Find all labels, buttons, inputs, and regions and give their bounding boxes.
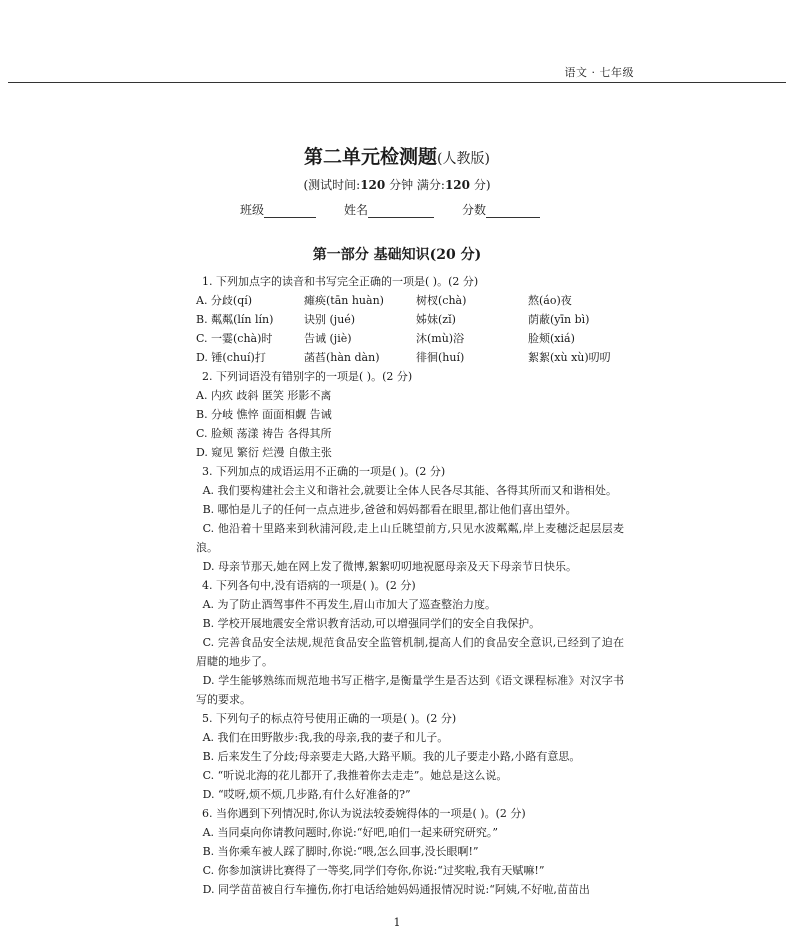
title-main: 第二单元检测题 <box>304 146 438 168</box>
q1-option-c: C. 一霎(chà)时 告诫 (jiè) 沐(mù)浴 脸颊(xiá) <box>196 332 575 345</box>
time-label: (测试时间: <box>303 178 361 192</box>
score-label: 分数 <box>462 203 487 217</box>
q3-option-d: D. 母亲节那天,她在网上发了微博,絮絮叨叨地祝愿母亲及天下母亲节日快乐。 <box>202 560 578 573</box>
q4-option-d: D. 学生能够熟练而规范地书写正楷字,是衡量学生是否达到《语文课程标准》对汉字书写的要求。 <box>196 674 624 706</box>
question-4-stem: 4. 下列各句中,没有语病的一项是( )。(2 分) <box>202 579 416 592</box>
section-title: 第一部分 基础知识(20 分) <box>312 247 482 263</box>
q4-option-b: B. 学校开展地震安全常识教育活动,可以增强同学们的安全自我保护。 <box>202 617 541 630</box>
q4-option-a: A. 为了防止酒驾事件不再发生,眉山市加大了巡查整治力度。 <box>202 598 497 611</box>
student-info-row <box>240 201 540 218</box>
q4-option-c: C. 完善食品安全法规,规范食品安全监管机制,提高人们的食品安全意识,已经到了迫在眉睫的地步了。 <box>196 636 624 668</box>
score-value: 120 <box>444 178 471 192</box>
page-number: 1 <box>393 916 401 929</box>
q5-option-d: D. “哎呀,烦不烦,几步路,有什么好准备的?” <box>202 788 411 801</box>
exam-meta <box>0 176 794 193</box>
header-subject-grade: 语文 · 七年级 <box>564 66 634 79</box>
class-field <box>240 201 316 218</box>
name-label: 姓名 <box>344 203 369 217</box>
q6-option-c: C. 你参加演讲比赛得了一等奖,同学们夸你,你说:“过奖啦,我有天赋嘛!” <box>202 864 545 877</box>
q6-option-a: A. 当同桌向你请教问题时,你说:“好吧,咱们一起来研究研究。” <box>202 826 498 839</box>
q1-option-a: A. 分歧(qí) 瘫痪(tān huàn) 树杈(chà) 熬(áo)夜 <box>196 294 572 307</box>
header-divider <box>8 82 786 83</box>
time-unit: 分钟 满分: <box>385 178 445 192</box>
page-title <box>0 142 794 169</box>
q5-option-a: A. 我们在田野散步:我,我的母亲,我的妻子和儿子。 <box>202 731 449 744</box>
q5-option-c: C. “听说北海的花儿都开了,我推着你去走走”。她总是这么说。 <box>202 769 508 782</box>
class-label: 班级 <box>240 203 265 217</box>
q1-option-d: D. 锤(chuí)打 菡萏(hàn dàn) 徘徊(huí) 絮絮(xù xù)叨叨 <box>196 351 611 364</box>
q2-option-a: A. 内疚 歧斜 匿笑 形影不离 <box>196 389 332 402</box>
q5-option-b: B. 后来发生了分歧;母亲要走大路,大路平顺。我的儿子要走小路,小路有意思。 <box>202 750 581 763</box>
score-blank[interactable] <box>486 205 540 218</box>
q2-option-c: C. 脸颊 荡漾 祷告 各得其所 <box>196 427 332 440</box>
q6-option-b: B. 当你乘车被人踩了脚时,你说:“喂,怎么回事,没长眼啊!” <box>202 845 479 858</box>
q3-option-c: C. 他沿着十里路来到秋浦河段,走上山丘眺望前方,只见水波粼粼,岸上麦穗泛起层层麦浪。 <box>196 522 624 554</box>
name-field <box>344 201 434 218</box>
question-6-stem: 6. 当你遇到下列情况时,你认为说法较委婉得体的一项是( )。(2 分) <box>202 807 526 820</box>
title-suffix: (人教版) <box>437 151 490 167</box>
question-2-stem: 2. 下列词语没有错别字的一项是( )。(2 分) <box>202 370 413 383</box>
question-5-stem: 5. 下列句子的标点符号使用正确的一项是( )。(2 分) <box>202 712 457 725</box>
score-unit: 分) <box>470 178 491 192</box>
q6-option-d: D. 同学苗苗被自行车撞伤,你打电话给她妈妈通报情况时说:“阿姨,不好啦,苗苗出 <box>202 883 590 896</box>
q1-option-b: B. 粼粼(lín lín) 诀别 (jué) 姊妹(zǐ) 荫蔽(yīn bì) <box>196 313 590 326</box>
question-1-stem: 1. 下列加点字的读音和书写完全正确的一项是( )。(2 分) <box>202 275 479 288</box>
q2-option-d: D. 窥见 繁衍 烂漫 自傲主张 <box>196 446 332 459</box>
name-blank[interactable] <box>368 205 434 218</box>
questions <box>196 272 624 899</box>
question-3-stem: 3. 下列加点的成语运用不正确的一项是( )。(2 分) <box>202 465 446 478</box>
q2-option-b: B. 分岐 憔悴 面面相觑 告诫 <box>196 408 332 421</box>
time-value: 120 <box>360 178 386 192</box>
q3-option-b: B. 哪怕是儿子的任何一点点进步,爸爸和妈妈都看在眼里,都让他们喜出望外。 <box>202 503 577 516</box>
score-field <box>462 201 540 218</box>
class-blank[interactable] <box>264 205 316 218</box>
q3-option-a: A. 我们要构建社会主义和谐社会,就要让全体人民各尽其能、各得其所而又和谐相处。 <box>202 484 618 497</box>
